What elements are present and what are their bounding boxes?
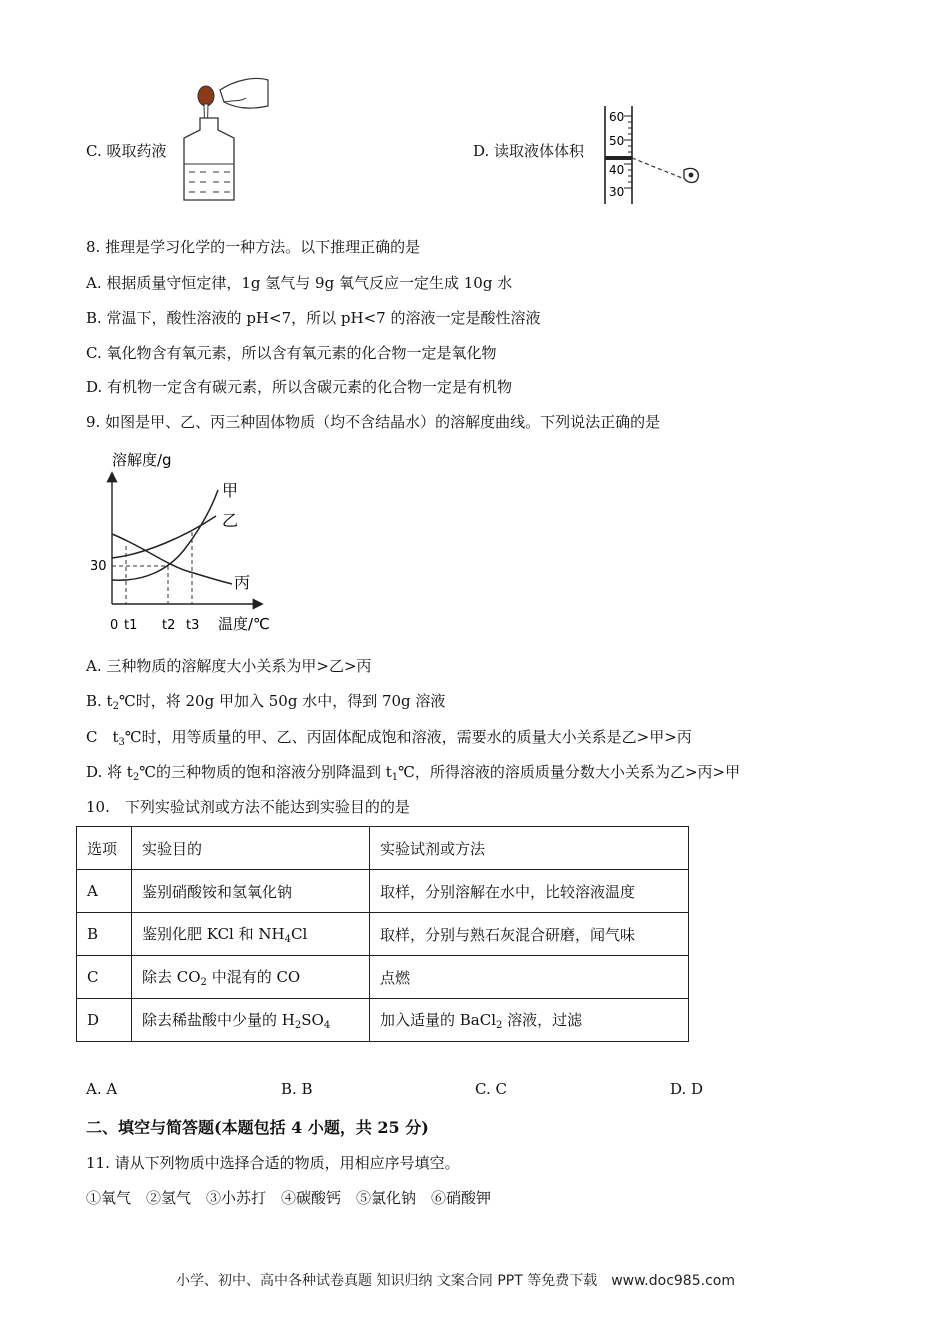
- reagent-bottle: [184, 118, 234, 200]
- label-yi: 乙: [222, 511, 239, 530]
- row-b-option: B: [77, 913, 132, 956]
- q9-option-c: C $t_3℃$时，用等质量的甲、乙、丙固体配成饱和溶液，需要水的质量大小关系是乙>甲>丙: [86, 728, 692, 748]
- row-a-purpose: 鉴别硝酸铵和氢氧化钠: [132, 870, 370, 913]
- q9-option-b: B. $t_2℃$时，将 20g 甲加入 50g 水中，得到 70g 溶液: [86, 692, 446, 712]
- q9-option-d: D. 将 $t_2℃$的三种物质的饱和溶液分别降温到 $t_1℃$，所得溶液的溶质质量分数大小关系为乙>丙>甲: [86, 763, 741, 783]
- table-row: [77, 999, 689, 1042]
- q8-option-c: C. 氧化物含有氧元素，所以含有氧元素的化合物一定是氧化物: [86, 344, 497, 362]
- q10-table: [76, 826, 689, 1042]
- cylinder-tick-40: 40: [609, 163, 625, 177]
- q8-option-d: D. 有机物一定含有碳元素，所以含碳元素的化合物一定是有机物: [86, 378, 513, 396]
- hand-shape: [220, 78, 268, 108]
- q10-answer-d: D. D: [670, 1080, 704, 1098]
- row-d-purpose: 除去稀盐酸中少量的 $H_2SO_4$: [132, 999, 370, 1042]
- q7-option-d-label: D. 读取液体体积: [473, 142, 585, 160]
- row-c-option: C: [77, 956, 132, 999]
- sight-line: [632, 158, 682, 178]
- table-row: [77, 913, 689, 956]
- solubility-curve-chart: [86, 446, 286, 642]
- q11-items: ①氧气 ②氢气 ③小苏打 ④碳酸钙 ⑤氯化钠 ⑥硝酸钾: [86, 1189, 492, 1207]
- q9-option-a: A. 三种物质的溶解度大小关系为甲>乙>丙: [86, 657, 372, 675]
- header-method: 实验试剂或方法: [370, 827, 689, 870]
- q10-answer-a: A. A: [86, 1080, 118, 1098]
- curve-yi: [112, 516, 216, 558]
- x-tick-t2: t2: [162, 618, 176, 633]
- x-tick-t1: t1: [124, 618, 138, 633]
- q8-option-b: B. 常温下，酸性溶液的 pH<7，所以 pH<7 的溶液一定是酸性溶液: [86, 309, 541, 327]
- row-b-method: 取样，分别与熟石灰混合研磨，闻气味: [370, 913, 689, 956]
- row-c-method: 点燃: [370, 956, 689, 999]
- row-a-method: 取样，分别溶解在水中，比较溶液温度: [370, 870, 689, 913]
- label-bing: 丙: [234, 573, 251, 592]
- graduated-cylinder-illustration: [600, 104, 710, 206]
- header-purpose: 实验目的: [132, 827, 370, 870]
- q8-stem: 8. 推理是学习化学的一种方法。以下推理正确的是: [86, 238, 421, 256]
- q7-option-c-label: C. 吸取药液: [86, 142, 167, 160]
- q10-answer-c: C. C: [475, 1080, 507, 1098]
- section-heading: 二、填空与简答题(本题包括 4 小题，共 25 分): [86, 1118, 429, 1137]
- row-d-option: D: [77, 999, 132, 1042]
- origin-label: 0: [110, 618, 119, 633]
- cylinder-tick-30: 30: [609, 185, 625, 199]
- curve-bing: [112, 534, 232, 584]
- table-row: [77, 956, 689, 999]
- table-row: [77, 870, 689, 913]
- x-axis-label: 温度/℃: [218, 615, 270, 633]
- x-tick-t3: t3: [186, 618, 200, 633]
- cylinder-tick-60: 60: [609, 110, 625, 124]
- dropper-bottle-illustration: [180, 72, 275, 204]
- y-tick-30: 30: [90, 559, 107, 574]
- rubber-bulb: [198, 86, 214, 106]
- cylinder-tick-50: 50: [609, 134, 625, 148]
- q11-stem: 11. 请从下列物质中选择合适的物质，用相应序号填空。: [86, 1154, 460, 1172]
- liquid-meniscus: [605, 156, 632, 160]
- label-jia: 甲: [222, 481, 239, 500]
- footer-text: 小学、初中、高中各种试卷真题 知识归纳 文案合同 PPT 等免费下载 www.doc985.com: [176, 1273, 735, 1289]
- row-b-purpose: 鉴别化肥 KCl 和 $NH_4Cl$: [132, 913, 370, 956]
- q9-stem: 9. 如图是甲、乙、丙三种固体物质（均不含结晶水）的溶解度曲线。下列说法正确的是: [86, 413, 661, 431]
- curve-jia: [112, 490, 218, 580]
- q8-option-a: A. 根据质量守恒定律，1g 氢气与 9g 氧气反应一定生成 10g 水: [86, 274, 513, 292]
- row-c-purpose: 除去 $CO_2$ 中混有的 CO: [132, 956, 370, 999]
- row-d-method: 加入适量的 BaCl$_2$ 溶液，过滤: [370, 999, 689, 1042]
- q10-answer-b: B. B: [281, 1080, 313, 1098]
- header-option: 选项: [77, 827, 132, 870]
- row-a-option: A: [77, 870, 132, 913]
- y-axis-label: 溶解度/g: [112, 451, 172, 469]
- table-header-row: [77, 827, 689, 870]
- q10-stem: 10. 下列实验试剂或方法不能达到实验目的的是: [86, 798, 410, 816]
